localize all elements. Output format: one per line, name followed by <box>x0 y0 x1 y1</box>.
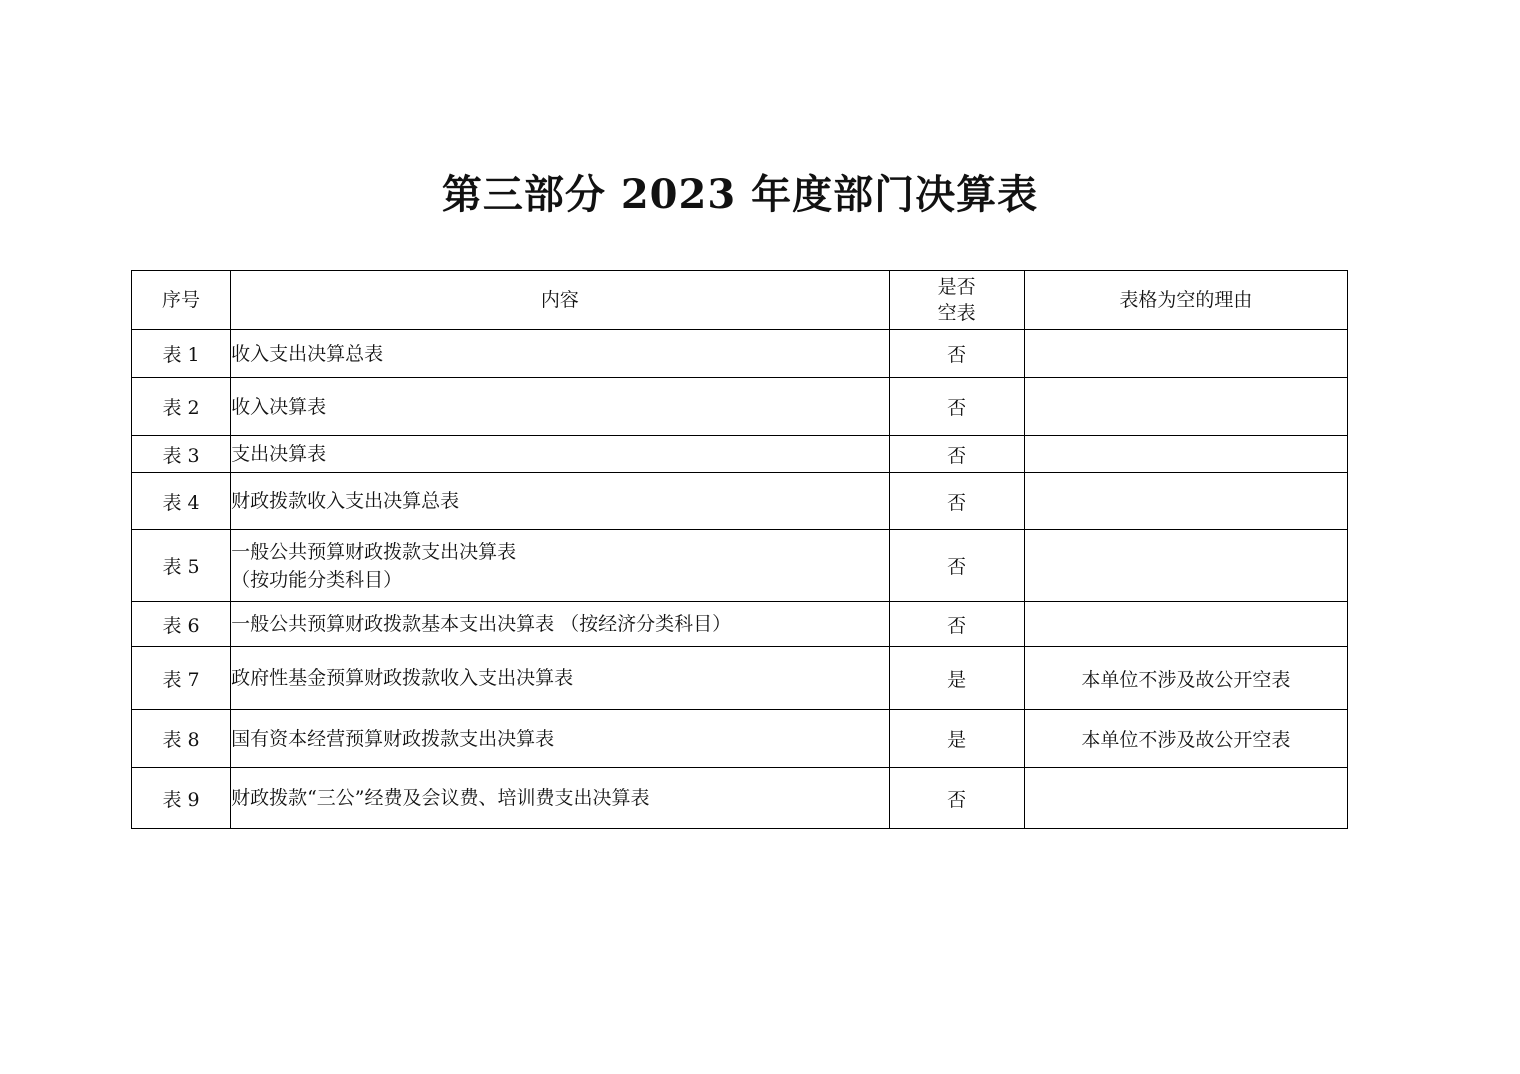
row-reason: 本单位不涉及故公开空表 <box>1024 647 1347 710</box>
row-content: 一般公共预算财政拨款基本支出决算表 （按经济分类科目） <box>231 602 890 647</box>
table-row <box>132 710 1348 768</box>
row-seq: 表 6 <box>132 602 231 647</box>
row-reason <box>1024 436 1347 473</box>
row-content: 财政拨款收入支出决算总表 <box>231 473 890 530</box>
row-seq: 表 3 <box>132 436 231 473</box>
row-is-empty: 否 <box>889 530 1024 602</box>
header-reason: 表格为空的理由 <box>1024 271 1347 330</box>
row-seq: 表 7 <box>132 647 231 710</box>
header-is-empty-line2: 空表 <box>937 302 976 324</box>
row-content-line2: （按功能分类科目） <box>231 568 403 591</box>
row-is-empty: 是 <box>889 710 1024 768</box>
row-seq: 表 9 <box>132 768 231 829</box>
row-is-empty: 否 <box>889 473 1024 530</box>
row-content-line1: 一般公共预算财政拨款支出决算表 <box>231 540 517 563</box>
table-row <box>132 602 1348 647</box>
header-is-empty-line1: 是否 <box>937 276 976 298</box>
table-row <box>132 436 1348 473</box>
row-seq: 表 2 <box>132 378 231 436</box>
row-is-empty: 否 <box>889 602 1024 647</box>
row-reason <box>1024 602 1347 647</box>
table-row <box>132 768 1348 829</box>
row-reason <box>1024 768 1347 829</box>
page-title: 第三部分 2023 年度部门决算表 <box>441 171 1039 218</box>
row-seq: 表 1 <box>132 330 231 378</box>
table-index <box>131 270 1348 829</box>
row-content: 国有资本经营预算财政拨款支出决算表 <box>231 710 890 768</box>
row-content: 收入决算表 <box>231 378 890 436</box>
table-row <box>132 530 1348 602</box>
row-seq: 表 5 <box>132 530 231 602</box>
table-row <box>132 330 1348 378</box>
row-content: 政府性基金预算财政拨款收入支出决算表 <box>231 647 890 710</box>
row-content: 财政拨款“三公”经费及会议费、培训费支出决算表 <box>231 768 890 829</box>
row-seq: 表 8 <box>132 710 231 768</box>
header-seq: 序号 <box>132 271 231 330</box>
row-content <box>231 530 890 602</box>
header-content: 内容 <box>231 271 890 330</box>
row-reason <box>1024 530 1347 602</box>
row-is-empty: 是 <box>889 647 1024 710</box>
row-is-empty: 否 <box>889 378 1024 436</box>
table-row <box>132 378 1348 436</box>
row-is-empty: 否 <box>889 768 1024 829</box>
row-is-empty: 否 <box>889 330 1024 378</box>
row-reason <box>1024 473 1347 530</box>
row-reason <box>1024 330 1347 378</box>
row-seq: 表 4 <box>132 473 231 530</box>
table-row <box>132 473 1348 530</box>
table-row <box>132 647 1348 710</box>
row-content: 支出决算表 <box>231 436 890 473</box>
table-header-row <box>132 271 1348 330</box>
row-reason: 本单位不涉及故公开空表 <box>1024 710 1347 768</box>
row-is-empty: 否 <box>889 436 1024 473</box>
row-reason <box>1024 378 1347 436</box>
header-is-empty <box>889 271 1024 330</box>
row-content: 收入支出决算总表 <box>231 330 890 378</box>
